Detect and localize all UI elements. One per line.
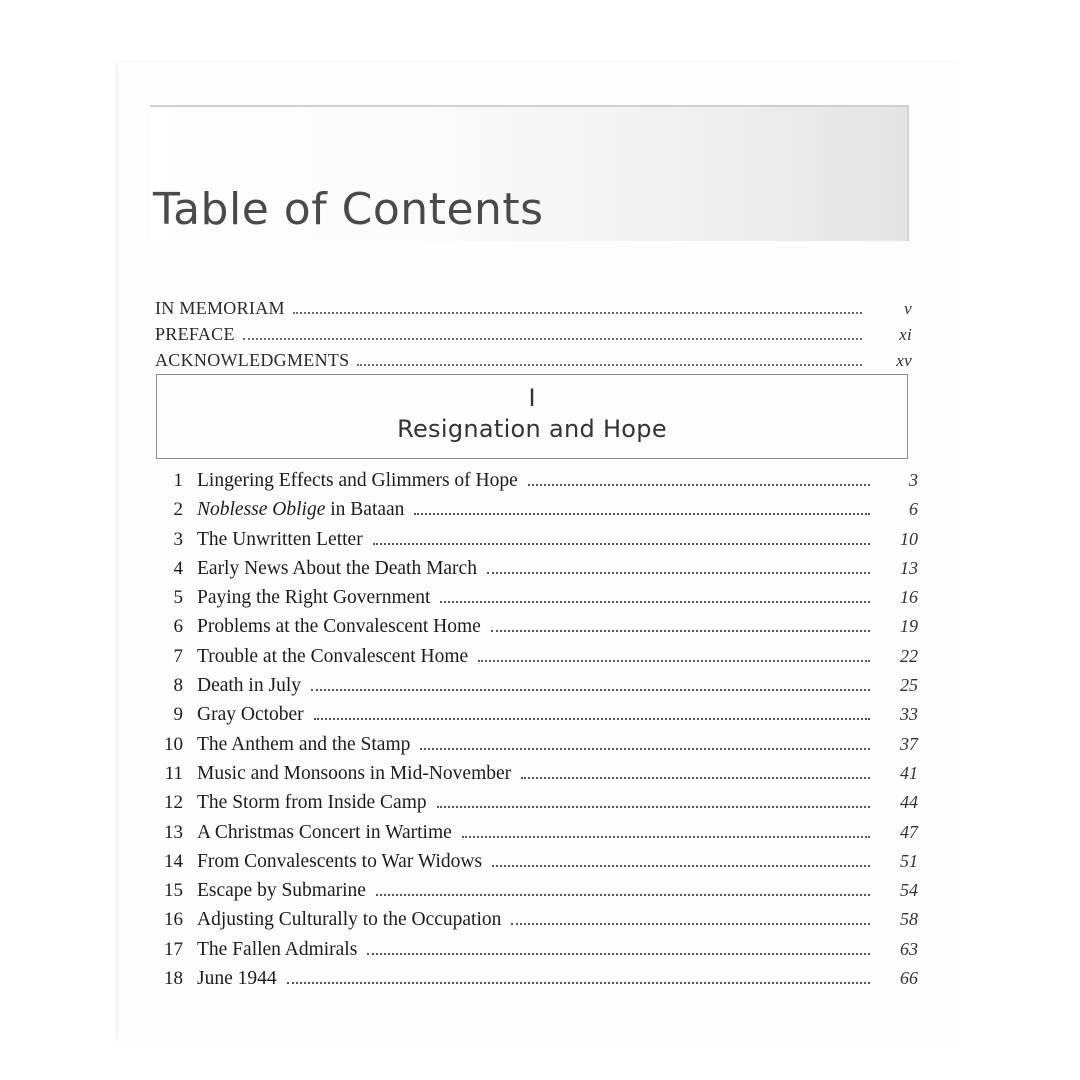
front-matter-item[interactable] (155, 298, 912, 324)
chapter-title: Early News About the Death March (197, 557, 477, 579)
dot-leader (491, 630, 870, 632)
chapter-row[interactable] (158, 939, 918, 968)
chapter-title: Problems at the Convalescent Home (197, 616, 481, 638)
chapter-title: The Storm from Inside Camp (197, 792, 427, 814)
dot-leader (367, 953, 870, 955)
dot-leader (293, 312, 862, 314)
chapter-number: 4 (173, 557, 183, 579)
chapter-number: 10 (164, 733, 183, 755)
chapter-row[interactable] (158, 792, 918, 821)
chapter-number: 17 (164, 938, 183, 960)
chapter-number: 15 (164, 880, 183, 902)
chapter-number: 13 (164, 821, 183, 843)
chapter-row[interactable] (158, 529, 918, 558)
dot-leader (311, 689, 870, 691)
chapter-page: 19 (900, 616, 918, 637)
chapter-title: The Fallen Admirals (197, 938, 358, 960)
chapter-row[interactable] (158, 909, 918, 938)
dot-leader (376, 894, 870, 896)
dot-leader (357, 364, 862, 366)
front-matter-list (155, 298, 912, 376)
chapter-number: 14 (164, 850, 183, 872)
chapter-page: 51 (900, 850, 918, 871)
front-matter-page: v (904, 299, 912, 318)
front-matter-page: xi (899, 325, 912, 344)
front-matter-item[interactable] (155, 350, 912, 376)
chapter-page: 16 (900, 587, 918, 608)
front-matter-page: xv (896, 351, 912, 370)
chapter-page: 54 (900, 880, 918, 901)
chapter-title: Death in July (197, 675, 301, 697)
dot-leader (511, 923, 870, 925)
chapter-row[interactable] (158, 470, 918, 499)
chapter-number: 2 (173, 499, 183, 521)
chapter-number: 8 (173, 675, 183, 697)
chapter-title: Escape by Submarine (197, 880, 366, 902)
chapter-page: 33 (900, 704, 918, 725)
chapter-page: 44 (900, 792, 918, 813)
chapter-number: 12 (164, 792, 183, 814)
chapter-row[interactable] (158, 558, 918, 587)
chapter-title: Lingering Effects and Glimmers of Hope (197, 470, 518, 491)
chapter-row[interactable] (158, 734, 918, 763)
part-heading-box (156, 374, 908, 459)
chapter-page: 22 (900, 645, 918, 666)
chapter-title: From Convalescents to War Widows (197, 850, 483, 872)
dot-leader (243, 338, 862, 340)
dot-leader (487, 572, 870, 574)
part-number: I (528, 384, 536, 412)
dot-leader (462, 836, 870, 838)
chapter-row[interactable] (158, 880, 918, 909)
chapter-page: 3 (909, 470, 918, 490)
chapter-number: 7 (173, 645, 183, 667)
chapter-list (158, 470, 918, 997)
page-title: Table of Contents (153, 184, 544, 235)
dot-leader (521, 777, 870, 779)
front-matter-label: IN MEMORIAM (155, 298, 285, 318)
chapter-number: 9 (173, 704, 183, 726)
chapter-row[interactable] (158, 587, 918, 616)
chapter-row[interactable] (158, 763, 918, 792)
chapter-title: Music and Monsoons in Mid-November (197, 762, 512, 784)
chapter-title-rest: in Bataan (325, 499, 405, 521)
chapter-title: Gray October (197, 704, 304, 726)
chapter-title: The Anthem and the Stamp (197, 733, 411, 755)
part-title: Resignation and Hope (397, 415, 667, 443)
chapter-number: 3 (173, 528, 183, 550)
chapter-row[interactable] (158, 704, 918, 733)
dot-leader (414, 513, 870, 515)
chapter-title: Paying the Right Government (197, 587, 431, 609)
chapter-row[interactable] (158, 851, 918, 880)
dot-leader (287, 982, 870, 984)
chapter-page: 6 (909, 499, 918, 520)
chapter-number: 16 (164, 909, 183, 931)
chapter-page: 25 (900, 675, 918, 696)
chapter-title: The Unwritten Letter (197, 528, 363, 550)
chapter-page: 47 (900, 821, 918, 842)
chapter-page: 37 (900, 733, 918, 754)
chapter-title: Adjusting Culturally to the Occupation (197, 909, 502, 931)
chapter-title: Trouble at the Convalescent Home (197, 645, 469, 667)
front-matter-label: ACKNOWLEDGMENTS (155, 350, 350, 370)
chapter-title: June 1944 (197, 968, 277, 990)
chapter-page: 13 (900, 557, 918, 578)
chapter-row[interactable] (158, 646, 918, 675)
chapter-title-italic: Noblesse Oblige (197, 499, 326, 521)
chapter-page: 41 (900, 762, 918, 783)
dot-leader (440, 601, 870, 603)
chapter-number: 5 (173, 587, 183, 609)
dot-leader (528, 484, 870, 486)
chapter-row[interactable] (158, 968, 918, 997)
chapter-number: 1 (173, 470, 183, 491)
dot-leader (420, 748, 870, 750)
chapter-title: A Christmas Concert in Wartime (197, 821, 452, 843)
chapter-row[interactable] (158, 822, 918, 851)
dot-leader (373, 543, 870, 545)
front-matter-label: PREFACE (155, 324, 235, 344)
chapter-page: 58 (900, 909, 918, 930)
dot-leader (492, 865, 870, 867)
dot-leader (314, 718, 870, 720)
chapter-page: 66 (900, 968, 918, 989)
dot-leader (478, 660, 870, 662)
chapter-page: 10 (900, 528, 918, 549)
chapter-number: 11 (164, 762, 183, 784)
dot-leader (437, 806, 870, 808)
chapter-number: 18 (164, 968, 183, 990)
chapter-row[interactable] (158, 616, 918, 645)
chapter-page: 63 (900, 938, 918, 959)
chapter-number: 6 (173, 616, 183, 638)
front-matter-item[interactable] (155, 324, 912, 350)
chapter-title (197, 499, 414, 521)
chapter-row[interactable] (158, 499, 918, 528)
chapter-row[interactable] (158, 675, 918, 704)
